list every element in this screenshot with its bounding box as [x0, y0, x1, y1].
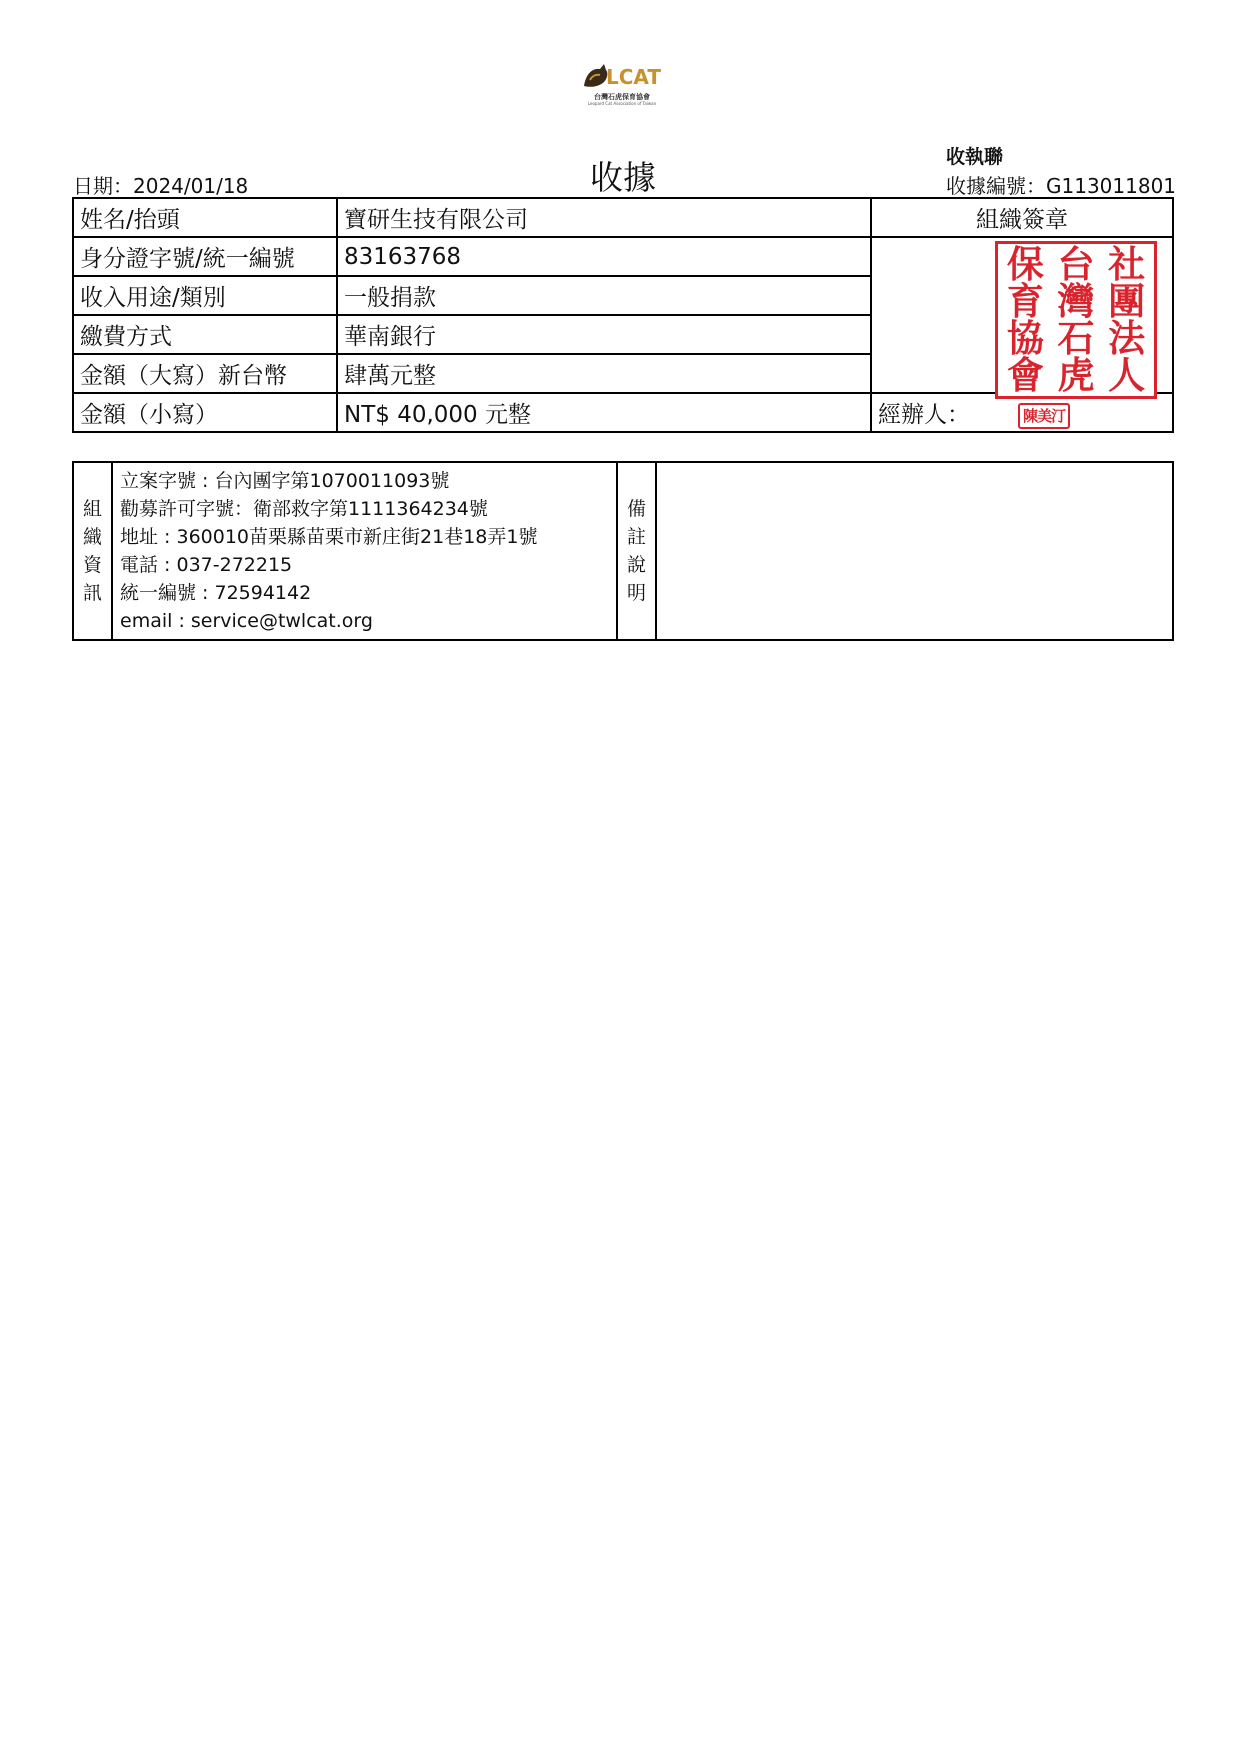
receipt-number: 收據編號：G113011801	[946, 174, 1177, 198]
org-phone: 電話 : 037-272215	[120, 554, 293, 576]
page-title: 收據	[590, 158, 656, 197]
remarks-label	[619, 495, 654, 607]
amount-upper-label: 金額（大寫）新台幣	[73, 354, 337, 393]
label-char: 註	[626, 526, 646, 548]
organization-seal	[995, 241, 1157, 399]
name-value: 寶研生技有限公司	[337, 198, 871, 237]
logo-mark: LCAT	[606, 65, 661, 89]
seal-char: 法	[1108, 316, 1146, 360]
seal-header: 組織簽章	[871, 198, 1173, 237]
seal-char: 保	[1006, 242, 1044, 286]
leopard-cat-logo-icon	[582, 60, 662, 92]
receipt-date: 日期：2024/01/18	[73, 174, 249, 198]
label-char: 織	[82, 526, 102, 548]
label-char: 資	[82, 554, 102, 576]
amount-upper-value: 肆萬元整	[337, 354, 871, 393]
amount-lower-label: 金額（小寫）	[73, 393, 337, 432]
seal-char: 社	[1108, 242, 1146, 286]
label-char: 組	[82, 498, 102, 520]
copy-label: 收執聯	[946, 146, 1004, 168]
seal-char: 虎	[1057, 353, 1095, 397]
org-info-details	[112, 462, 617, 640]
seal-char: 灣	[1057, 279, 1095, 323]
label-char: 備	[626, 498, 646, 520]
label-char: 訊	[82, 582, 102, 604]
org-tax-id: 統一編號 : 72594142	[120, 582, 312, 604]
payment-value: 華南銀行	[337, 315, 871, 354]
seal-char: 人	[1108, 353, 1146, 397]
handler-stamp: 陳美汀	[1018, 403, 1070, 429]
id-label: 身分證字號/統一編號	[73, 237, 337, 276]
seal-cell	[871, 237, 1173, 397]
payment-label: 繳費方式	[73, 315, 337, 354]
handler-label: 經辦人：	[878, 402, 970, 428]
id-value: 83163768	[337, 237, 871, 276]
logo-org-name-en: Leopard Cat Association of Taiwan	[587, 101, 657, 106]
purpose-value: 一般捐款	[337, 276, 871, 315]
seal-char: 石	[1057, 316, 1095, 360]
purpose-label: 收入用途/類別	[73, 276, 337, 315]
org-info-table	[72, 461, 1174, 641]
fundraising-permit-no: 勸募許可字號：衛部救字第1111364234號	[120, 498, 488, 520]
amount-lower-value: NT$ 40,000 元整	[337, 393, 871, 432]
remarks-value	[656, 462, 1173, 640]
remarks-label-cell	[617, 462, 656, 640]
org-info-label-cell	[73, 462, 112, 640]
label-char: 明	[626, 582, 646, 604]
seal-char: 團	[1108, 279, 1146, 323]
receipt-table	[72, 197, 1174, 433]
seal-char: 台	[1057, 242, 1095, 286]
org-logo	[582, 60, 662, 106]
label-char: 說	[626, 554, 646, 576]
org-email: email : service@twlcat.org	[120, 610, 373, 632]
logo-org-name: 台灣石虎保育協會	[594, 93, 650, 101]
org-info-label	[75, 495, 110, 607]
table-row	[73, 237, 1173, 276]
seal-char: 會	[1006, 353, 1044, 397]
org-address: 地址 : 360010苗栗縣苗栗市新庄街21巷18弄1號	[120, 526, 538, 548]
table-row	[73, 198, 1173, 237]
name-label: 姓名/抬頭	[73, 198, 337, 237]
registration-no: 立案字號 : 台內團字第1070011093號	[120, 470, 450, 492]
seal-char: 育	[1006, 279, 1044, 323]
table-row	[73, 462, 1173, 640]
seal-char: 協	[1006, 316, 1044, 360]
